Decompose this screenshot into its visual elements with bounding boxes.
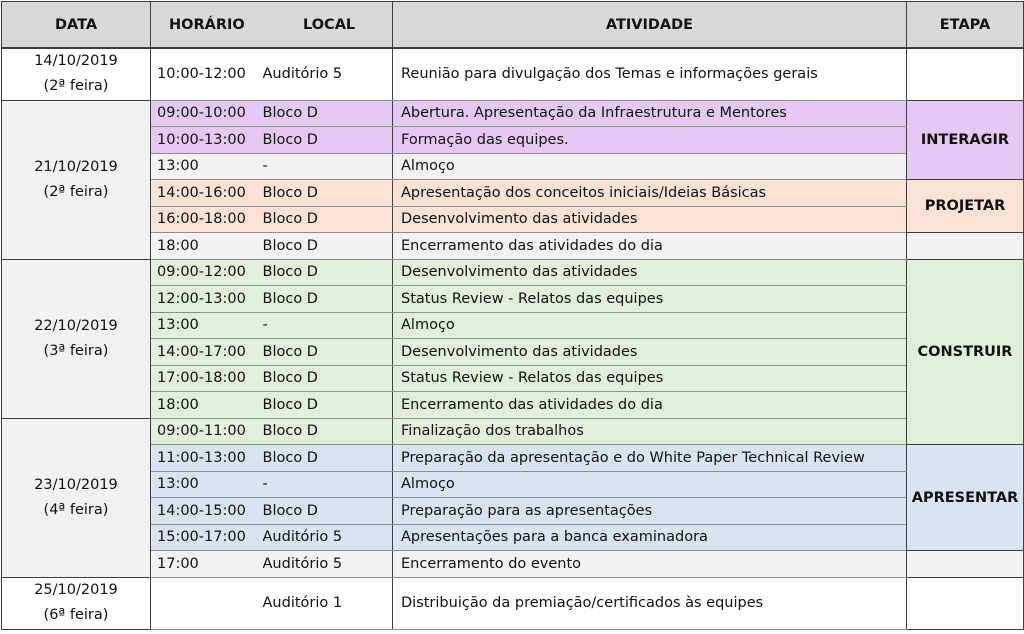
activity-cell: Almoço <box>393 153 907 180</box>
header-horario-local <box>151 2 393 49</box>
table-row <box>2 127 1024 154</box>
time-cell: 10:00-13:00 <box>151 127 263 154</box>
weekday-text: (2ª feira) <box>43 183 109 200</box>
place-cell: Auditório 5 <box>263 48 393 100</box>
date-text: 14/10/2019 <box>34 53 118 70</box>
place-cell: Auditório 5 <box>263 524 393 551</box>
stage-cell <box>907 551 1024 578</box>
activity-cell: Encerramento das atividades do dia <box>393 233 907 260</box>
place-cell: Bloco D <box>263 127 393 154</box>
place-cell: Bloco D <box>263 498 393 525</box>
time-cell: 09:00-10:00 <box>151 100 263 127</box>
activity-cell: Almoço <box>393 312 907 339</box>
activity-cell: Reunião para divulgação dos Temas e informações gerais <box>393 48 907 100</box>
time-cell: 18:00 <box>151 392 263 419</box>
date-cell <box>2 48 151 100</box>
stage-cell <box>907 233 1024 260</box>
place-cell: Auditório 1 <box>263 577 393 629</box>
table-row <box>2 100 1024 127</box>
time-cell: 13:00 <box>151 153 263 180</box>
activity-cell: Apresentações para a banca examinadora <box>393 524 907 551</box>
table-row <box>2 233 1024 260</box>
activity-cell: Finalização dos trabalhos <box>393 418 907 445</box>
table-row <box>2 312 1024 339</box>
stage-apresentar: APRESENTAR <box>907 445 1024 551</box>
weekday-text: (6ª feira) <box>43 607 109 623</box>
place-cell: Bloco D <box>263 180 393 207</box>
activity-cell: Formação das equipes. <box>393 127 907 154</box>
header-row <box>2 2 1024 49</box>
place-cell: Bloco D <box>263 100 393 127</box>
time-cell: 17:00 <box>151 551 263 578</box>
weekday-text: (3ª feira) <box>43 342 109 359</box>
time-cell: 16:00-18:00 <box>151 206 263 233</box>
time-cell: 17:00-18:00 <box>151 365 263 392</box>
place-cell: - <box>263 312 393 339</box>
time-cell: 09:00-12:00 <box>151 259 263 286</box>
place-cell: Bloco D <box>263 259 393 286</box>
activity-cell: Apresentação dos conceitos iniciais/Ideias Básicas <box>393 180 907 207</box>
table-row <box>2 286 1024 313</box>
time-cell: 13:00 <box>151 312 263 339</box>
place-cell: Bloco D <box>263 339 393 366</box>
weekday-text: (2ª feira) <box>43 78 109 95</box>
header-data: DATA <box>2 2 151 49</box>
time-cell: 18:00 <box>151 233 263 260</box>
date-text: 22/10/2019 <box>34 317 118 334</box>
table-row <box>2 524 1024 551</box>
header-atividade: ATIVIDADE <box>393 2 907 49</box>
time-cell: 11:00-13:00 <box>151 445 263 472</box>
header-etapa: ETAPA <box>907 2 1024 49</box>
activity-cell: Status Review - Relatos das equipes <box>393 286 907 313</box>
activity-cell: Distribuição da premiação/certificados às equipes <box>393 577 907 629</box>
table-row <box>2 206 1024 233</box>
stage-projetar: PROJETAR <box>907 180 1024 233</box>
place-cell: Bloco D <box>263 365 393 392</box>
table-row <box>2 259 1024 286</box>
time-cell: 13:00 <box>151 471 263 498</box>
date-text: 23/10/2019 <box>34 476 118 493</box>
activity-cell: Encerramento das atividades do dia <box>393 392 907 419</box>
stage-cell <box>907 577 1024 629</box>
table-row <box>2 498 1024 525</box>
place-cell: Bloco D <box>263 206 393 233</box>
table-row <box>2 153 1024 180</box>
table-row <box>2 48 1024 100</box>
time-cell: 14:00-16:00 <box>151 180 263 207</box>
activity-cell: Desenvolvimento das atividades <box>393 259 907 286</box>
time-cell: 12:00-13:00 <box>151 286 263 313</box>
stage-construir: CONSTRUIR <box>907 259 1024 445</box>
place-cell: Bloco D <box>263 445 393 472</box>
activity-cell: Preparação da apresentação e do White Paper Technical Review <box>393 445 907 472</box>
date-text: 25/10/2019 <box>34 582 118 598</box>
table-row <box>2 339 1024 366</box>
activity-cell: Encerramento do evento <box>393 551 907 578</box>
activity-cell: Almoço <box>393 471 907 498</box>
place-cell: - <box>263 153 393 180</box>
schedule-table <box>1 1 1024 630</box>
place-cell: Bloco D <box>263 418 393 445</box>
table-row <box>2 365 1024 392</box>
time-cell: 14:00-17:00 <box>151 339 263 366</box>
weekday-text: (4ª feira) <box>43 501 109 518</box>
table-row <box>2 551 1024 578</box>
table-row <box>2 392 1024 419</box>
time-cell: 10:00-12:00 <box>151 48 263 100</box>
activity-cell: Abertura. Apresentação da Infraestrutura e Mentores <box>393 100 907 127</box>
time-cell: 15:00-17:00 <box>151 524 263 551</box>
time-cell <box>151 577 263 629</box>
place-cell: - <box>263 471 393 498</box>
date-cell <box>2 100 151 259</box>
header-local: LOCAL <box>303 16 356 33</box>
time-cell: 14:00-15:00 <box>151 498 263 525</box>
activity-cell: Preparação para as apresentações <box>393 498 907 525</box>
table-row <box>2 471 1024 498</box>
table-row <box>2 577 1024 629</box>
date-cell <box>2 418 151 577</box>
activity-cell: Desenvolvimento das atividades <box>393 339 907 366</box>
place-cell: Bloco D <box>263 392 393 419</box>
stage-interagir: INTERAGIR <box>907 100 1024 180</box>
date-text: 21/10/2019 <box>34 158 118 175</box>
place-cell: Bloco D <box>263 233 393 260</box>
table-row <box>2 418 1024 445</box>
activity-cell: Desenvolvimento das atividades <box>393 206 907 233</box>
table-row <box>2 180 1024 207</box>
date-cell <box>2 577 151 629</box>
time-cell: 09:00-11:00 <box>151 418 263 445</box>
header-horario: HORÁRIO <box>169 16 245 33</box>
activity-cell: Status Review - Relatos das equipes <box>393 365 907 392</box>
date-cell <box>2 259 151 418</box>
place-cell: Auditório 5 <box>263 551 393 578</box>
place-cell: Bloco D <box>263 286 393 313</box>
table-row <box>2 445 1024 472</box>
stage-cell <box>907 48 1024 100</box>
